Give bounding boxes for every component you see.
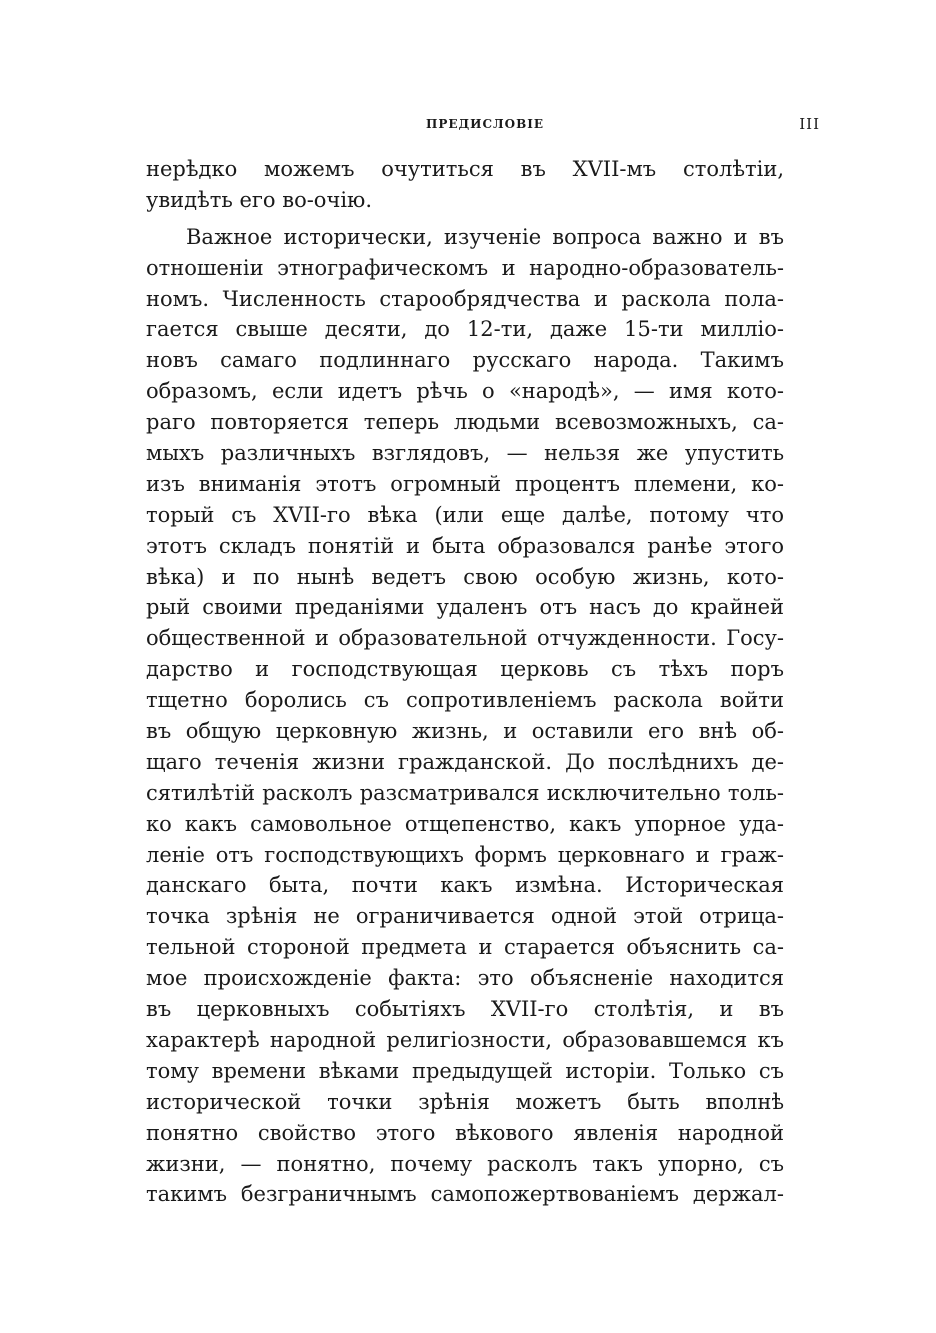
text-line: точка зрѣнія не ограничивается одной этой отрица-: [146, 904, 784, 929]
text-line: въ церковныхъ событіяхъ XVII-го столѣтія, и въ: [146, 997, 784, 1022]
text-line: гается свыше десяти, до 12-ти, даже 15-ти милліо-: [146, 317, 784, 342]
text-line: номъ. Численность старообрядчества и раскола пола-: [146, 286, 784, 311]
page-number: III: [799, 115, 820, 133]
text-line: такимъ безграничнымъ самопожертвованіемъ держал-: [146, 1182, 784, 1207]
text-line: ко какъ самовольное отщепенство, какъ упорное уда-: [146, 811, 784, 836]
running-head: [150, 117, 820, 137]
text-line: щаго теченія жизни гражданской. До послѣднихъ де-: [146, 749, 784, 774]
text-line: вѣка) и по нынѣ ведетъ свою особую жизнь, кото-: [146, 564, 784, 589]
paragraph: [146, 222, 784, 1211]
text-line: дарство и господствующая церковь съ тѣхъ поръ: [146, 657, 784, 682]
text-line: исторической точки зрѣнія можетъ быть вполнѣ: [146, 1089, 784, 1114]
text-line: этотъ складъ понятій и быта образовался ранѣе этого: [146, 533, 784, 558]
text-line: торый съ XVII-го вѣка (или еще далѣе, потому что: [146, 502, 784, 527]
text-line: общественной и образовательной отчужденности. Госу-: [146, 626, 784, 651]
text-line: тому времени вѣками предыдущей исторіи. Только съ: [146, 1058, 784, 1083]
text-line: жизни, — понятно, почему расколъ такъ упорно, съ: [146, 1151, 784, 1176]
text-line: сятилѣтій расколъ разсматривался исключительно толь-: [146, 780, 784, 805]
text-line: мыхъ различныхъ взглядовъ, — нельзя же упустить: [146, 441, 784, 466]
text-line: рый своими преданіями удаленъ отъ насъ до крайней: [146, 595, 784, 620]
text-line: изъ вниманія этотъ огромный процентъ племени, ко-: [146, 471, 784, 496]
text-line: характерѣ народной религіозности, образовавшемся къ: [146, 1027, 784, 1052]
text-line: понятно свойство этого вѣкового явленія народной: [146, 1120, 784, 1145]
text-line: леніе отъ господствующихъ формъ церковнаго и граж-: [146, 842, 784, 867]
text-line: данскаго быта, почти какъ измѣна. Историческая: [146, 873, 784, 898]
text-line: раго повторяется теперь людьми всевозможныхъ, са-: [146, 410, 784, 435]
text-line: отношеніи этнографическомъ и народно-образователь-: [146, 255, 784, 280]
running-title: ПРЕДИСЛОВІЕ: [425, 117, 545, 131]
paragraph: [146, 154, 784, 216]
text-line: новъ самаго подлиннаго русскаго народа. Такимъ: [146, 348, 784, 373]
text-line: мое происхожденіе факта: это объясненіе находится: [146, 966, 784, 991]
text-line: въ общую церковную жизнь, и оставили его внѣ об-: [146, 719, 784, 744]
text-line: образомъ, если идетъ рѣчь о «народѣ», — имя кото-: [146, 379, 784, 404]
text-line: Важное исторически, изученіе вопроса важно и въ: [186, 224, 784, 249]
text-line: увидѣть его во-очію.: [146, 187, 373, 212]
body-text: [146, 154, 784, 1210]
text-line: тельной стороной предмета и старается объяснить са-: [146, 935, 784, 960]
text-line: нерѣдко можемъ очутиться въ XVII-мъ столѣтіи,: [146, 157, 784, 181]
text-line: тщетно боролись съ сопротивленіемъ раскола войти: [146, 688, 784, 713]
